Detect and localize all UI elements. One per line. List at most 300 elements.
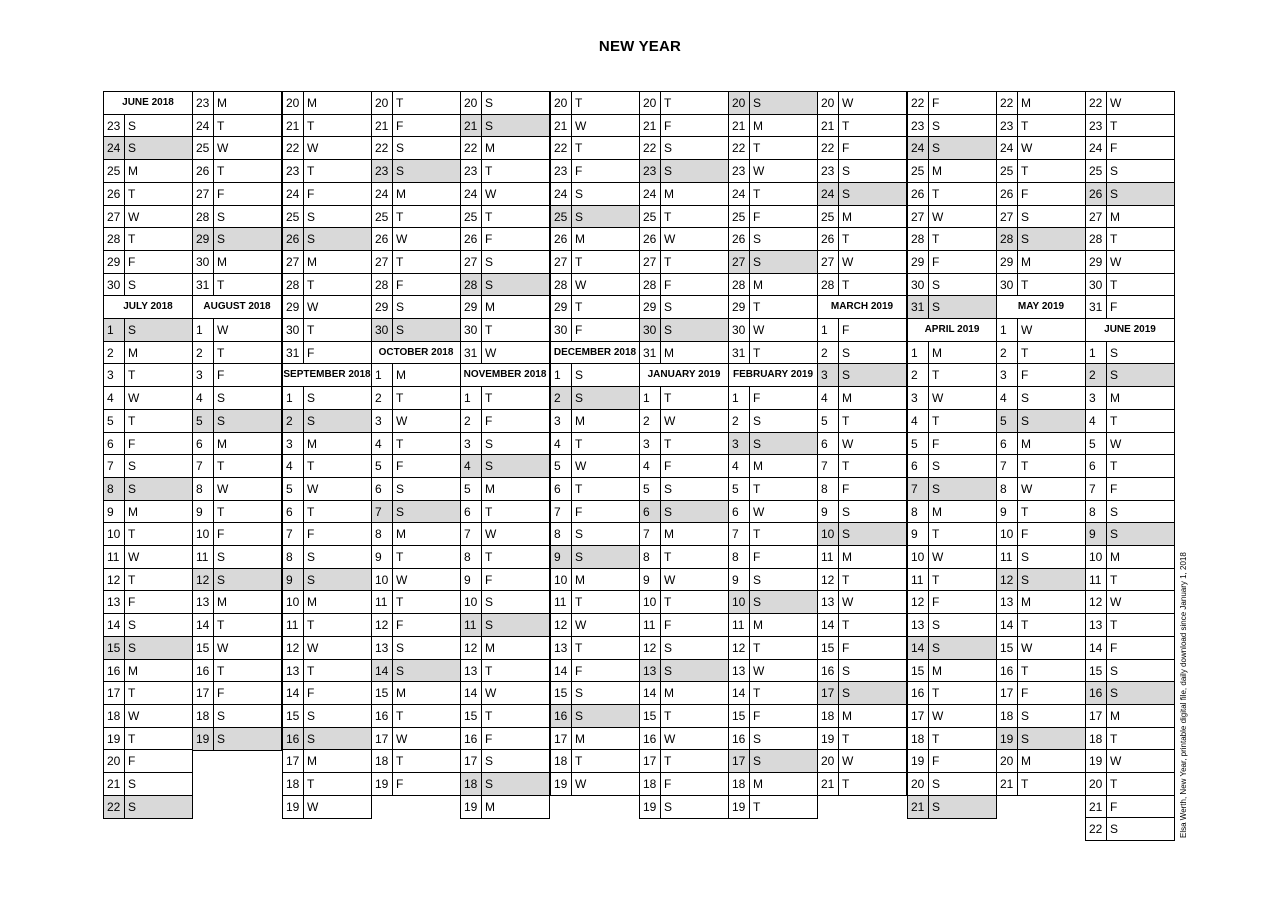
day-number: 25 xyxy=(104,160,125,182)
day-cell xyxy=(192,318,282,342)
weekday-letter: W xyxy=(1110,96,1122,110)
day-cell xyxy=(1085,159,1175,183)
day-cell xyxy=(550,205,640,229)
day-cell xyxy=(907,477,997,501)
weekday-letter: F xyxy=(664,278,672,292)
day-cell xyxy=(550,590,640,614)
weekday-letter: F xyxy=(1021,368,1029,382)
day-number: 2 xyxy=(104,342,125,364)
day-cell xyxy=(817,522,907,546)
day-cell xyxy=(996,500,1086,524)
day-cell xyxy=(192,477,282,501)
day-cell xyxy=(907,363,997,387)
day-number: 20 xyxy=(997,750,1018,772)
day-cell xyxy=(907,295,997,319)
weekday-letter: S xyxy=(128,323,137,337)
page-title: NEW YEAR xyxy=(598,38,682,55)
day-cell xyxy=(103,659,193,683)
day-cell xyxy=(907,590,997,614)
weekday-letter: F xyxy=(842,141,850,155)
weekday-letter: T xyxy=(485,664,493,678)
weekday-letter: M xyxy=(842,210,852,224)
day-number: 19 xyxy=(461,796,482,818)
day-cell xyxy=(550,318,640,342)
weekday-letter: T xyxy=(217,346,225,360)
day-cell xyxy=(728,568,818,592)
day-cell xyxy=(282,795,372,819)
day-number: 8 xyxy=(283,546,304,568)
day-number: 25 xyxy=(283,206,304,228)
weekday-letter: W xyxy=(128,391,140,405)
weekday-letter: T xyxy=(1021,777,1029,791)
day-cell xyxy=(460,273,550,297)
day-number: 16 xyxy=(104,660,125,682)
day-number: 23 xyxy=(640,160,661,182)
day-cell xyxy=(1085,136,1175,160)
day-number: 23 xyxy=(372,160,393,182)
weekday-letter: F xyxy=(485,414,493,428)
day-cell xyxy=(639,205,729,229)
day-cell xyxy=(817,341,907,365)
day-number: 11 xyxy=(104,546,125,568)
day-number: 3 xyxy=(818,364,839,386)
weekday-letter: M xyxy=(396,368,406,382)
day-number: 7 xyxy=(1086,478,1107,500)
weekday-letter: S xyxy=(217,573,226,587)
day-cell xyxy=(1085,590,1175,614)
weekday-letter: S xyxy=(753,573,762,587)
day-number: 4 xyxy=(372,433,393,455)
day-cell xyxy=(192,409,282,433)
day-number: 27 xyxy=(729,251,750,273)
day-cell xyxy=(728,613,818,637)
day-number: 12 xyxy=(640,637,661,659)
weekday-letter: W xyxy=(1021,641,1033,655)
day-cell xyxy=(192,205,282,229)
day-number: 13 xyxy=(372,637,393,659)
weekday-letter: T xyxy=(1110,618,1118,632)
day-number: 31 xyxy=(640,342,661,364)
weekday-letter: S xyxy=(307,709,316,723)
day-cell xyxy=(639,659,729,683)
day-cell xyxy=(728,114,818,138)
day-cell xyxy=(728,454,818,478)
day-number: 4 xyxy=(193,387,214,409)
weekday-letter: F xyxy=(575,323,583,337)
day-cell xyxy=(282,681,372,705)
day-cell xyxy=(728,250,818,274)
weekday-letter: M xyxy=(753,119,763,133)
day-cell xyxy=(728,205,818,229)
weekday-letter: S xyxy=(485,255,494,269)
day-number: 20 xyxy=(372,92,393,114)
weekday-letter: F xyxy=(753,550,761,564)
day-cell xyxy=(282,91,372,115)
day-cell xyxy=(907,409,997,433)
day-number: 19 xyxy=(372,773,393,795)
weekday-letter: T xyxy=(932,686,940,700)
day-number: 22 xyxy=(551,137,572,159)
day-number: 1 xyxy=(551,364,572,386)
day-cell xyxy=(282,318,372,342)
day-number: 28 xyxy=(1086,228,1107,250)
weekday-letter: T xyxy=(842,459,850,473)
day-number: 3 xyxy=(461,433,482,455)
weekday-letter: M xyxy=(664,187,674,201)
day-number: 26 xyxy=(193,160,214,182)
weekday-letter: F xyxy=(396,618,404,632)
weekday-letter: S xyxy=(664,164,673,178)
day-number: 20 xyxy=(283,92,304,114)
day-number: 29 xyxy=(908,251,929,273)
day-number: 1 xyxy=(818,319,839,341)
weekday-letter: S xyxy=(932,278,941,292)
day-number: 17 xyxy=(1086,705,1107,727)
weekday-letter: S xyxy=(217,414,226,428)
weekday-letter: T xyxy=(842,232,850,246)
day-number: 10 xyxy=(283,591,304,613)
day-number: 3 xyxy=(1086,387,1107,409)
weekday-letter: W xyxy=(1110,595,1122,609)
day-cell xyxy=(282,386,372,410)
day-number: 27 xyxy=(1086,206,1107,228)
day-cell xyxy=(460,386,550,410)
weekday-letter: M xyxy=(307,437,317,451)
month-header: APRIL 2019 xyxy=(907,318,997,342)
weekday-letter: T xyxy=(575,437,583,451)
day-number: 19 xyxy=(640,796,661,818)
day-number: 21 xyxy=(729,115,750,137)
month-header: DECEMBER 2018 xyxy=(550,341,640,365)
weekday-letter: F xyxy=(128,437,136,451)
weekday-letter: T xyxy=(575,641,583,655)
weekday-letter: F xyxy=(664,618,672,632)
day-cell xyxy=(817,500,907,524)
day-number: 11 xyxy=(1086,569,1107,591)
day-cell xyxy=(639,227,729,251)
day-number: 31 xyxy=(729,342,750,364)
day-number: 14 xyxy=(461,682,482,704)
day-number: 3 xyxy=(372,410,393,432)
weekday-letter: S xyxy=(485,595,494,609)
day-number: 22 xyxy=(1086,92,1107,114)
day-number: 9 xyxy=(997,501,1018,523)
weekday-letter: S xyxy=(753,96,762,110)
day-cell xyxy=(996,545,1086,569)
weekday-letter: W xyxy=(217,641,229,655)
weekday-letter: S xyxy=(485,618,494,632)
day-cell xyxy=(907,795,997,819)
weekday-letter: W xyxy=(307,641,319,655)
day-number: 27 xyxy=(283,251,304,273)
day-number: 12 xyxy=(104,569,125,591)
day-number: 14 xyxy=(104,614,125,636)
day-cell xyxy=(103,318,193,342)
day-cell xyxy=(282,454,372,478)
day-cell xyxy=(907,659,997,683)
day-number: 17 xyxy=(997,682,1018,704)
day-cell xyxy=(103,250,193,274)
weekday-letter: T xyxy=(396,709,404,723)
weekday-letter: W xyxy=(575,459,587,473)
weekday-letter: F xyxy=(1021,686,1029,700)
day-cell xyxy=(460,659,550,683)
day-number: 25 xyxy=(193,137,214,159)
day-number: 25 xyxy=(640,206,661,228)
day-number: 8 xyxy=(551,523,572,545)
day-number: 17 xyxy=(104,682,125,704)
weekday-letter: T xyxy=(396,255,404,269)
weekday-letter: S xyxy=(842,505,851,519)
weekday-letter: W xyxy=(932,709,944,723)
day-cell xyxy=(817,545,907,569)
weekday-letter: M xyxy=(664,686,674,700)
day-number: 10 xyxy=(372,569,393,591)
day-number: 7 xyxy=(193,455,214,477)
day-cell xyxy=(103,545,193,569)
weekday-letter: T xyxy=(307,664,315,678)
day-cell xyxy=(1085,363,1175,387)
day-cell xyxy=(728,227,818,251)
day-number: 20 xyxy=(1086,773,1107,795)
day-cell xyxy=(817,681,907,705)
weekday-letter: M xyxy=(128,346,138,360)
day-number: 6 xyxy=(640,501,661,523)
day-cell xyxy=(996,136,1086,160)
day-number: 27 xyxy=(818,251,839,273)
day-cell xyxy=(817,613,907,637)
day-number: 22 xyxy=(104,796,125,818)
day-number: 9 xyxy=(640,569,661,591)
day-number: 26 xyxy=(551,228,572,250)
day-number: 15 xyxy=(729,705,750,727)
day-cell xyxy=(550,227,640,251)
day-cell xyxy=(996,227,1086,251)
weekday-letter: W xyxy=(396,414,408,428)
day-number: 2 xyxy=(1086,364,1107,386)
month-header: JULY 2018 xyxy=(103,295,193,319)
weekday-letter: M xyxy=(1110,709,1120,723)
day-cell xyxy=(996,363,1086,387)
day-number: 16 xyxy=(997,660,1018,682)
weekday-letter: W xyxy=(1110,437,1122,451)
day-number: 29 xyxy=(1086,251,1107,273)
day-number: 17 xyxy=(372,728,393,750)
weekday-letter: S xyxy=(307,550,316,564)
month-header: SEPTEMBER 2018 xyxy=(282,363,372,387)
day-number: 31 xyxy=(283,342,304,364)
day-number: 15 xyxy=(193,637,214,659)
weekday-letter: S xyxy=(396,641,405,655)
weekday-letter: W xyxy=(664,414,676,428)
day-cell xyxy=(907,159,997,183)
day-number: 5 xyxy=(818,410,839,432)
weekday-letter: T xyxy=(1021,278,1029,292)
day-number: 2 xyxy=(193,342,214,364)
day-cell xyxy=(192,363,282,387)
weekday-letter: W xyxy=(128,210,140,224)
day-number: 24 xyxy=(461,183,482,205)
day-number: 2 xyxy=(551,387,572,409)
day-cell xyxy=(817,454,907,478)
day-number: 15 xyxy=(1086,660,1107,682)
weekday-letter: M xyxy=(128,664,138,678)
day-number: 30 xyxy=(729,319,750,341)
day-number: 20 xyxy=(461,92,482,114)
day-number: 27 xyxy=(908,206,929,228)
weekday-letter: T xyxy=(128,414,136,428)
day-number: 10 xyxy=(818,523,839,545)
day-number: 13 xyxy=(1086,614,1107,636)
weekday-letter: F xyxy=(217,686,225,700)
day-number: 14 xyxy=(551,660,572,682)
day-cell xyxy=(460,613,550,637)
day-cell xyxy=(1085,114,1175,138)
weekday-letter: S xyxy=(128,482,137,496)
day-number: 13 xyxy=(283,660,304,682)
day-cell xyxy=(103,749,193,773)
day-cell xyxy=(639,295,729,319)
day-number: 19 xyxy=(908,750,929,772)
day-number: 5 xyxy=(908,433,929,455)
day-cell xyxy=(996,409,1086,433)
day-number: 6 xyxy=(551,478,572,500)
day-cell xyxy=(371,545,461,569)
weekday-letter: M xyxy=(664,527,674,541)
day-cell xyxy=(728,386,818,410)
day-cell xyxy=(282,772,372,796)
day-number: 25 xyxy=(729,206,750,228)
weekday-letter: W xyxy=(1110,754,1122,768)
weekday-letter: T xyxy=(664,391,672,405)
weekday-letter: W xyxy=(128,709,140,723)
day-number: 5 xyxy=(283,478,304,500)
weekday-letter: T xyxy=(753,346,761,360)
day-cell xyxy=(103,772,193,796)
day-number: 26 xyxy=(372,228,393,250)
day-cell xyxy=(371,273,461,297)
day-number: 21 xyxy=(997,773,1018,795)
day-number: 7 xyxy=(283,523,304,545)
day-cell xyxy=(103,704,193,728)
weekday-letter: M xyxy=(485,141,495,155)
day-number: 17 xyxy=(818,682,839,704)
day-number: 11 xyxy=(997,546,1018,568)
weekday-letter: T xyxy=(307,618,315,632)
day-cell xyxy=(1085,568,1175,592)
day-number: 19 xyxy=(818,728,839,750)
day-number: 1 xyxy=(997,319,1018,341)
day-cell xyxy=(639,91,729,115)
day-cell xyxy=(282,545,372,569)
day-cell xyxy=(371,727,461,751)
weekday-letter: W xyxy=(307,141,319,155)
weekday-letter: F xyxy=(575,505,583,519)
day-number: 21 xyxy=(818,115,839,137)
weekday-letter: F xyxy=(307,527,315,541)
day-cell xyxy=(1085,182,1175,206)
day-cell xyxy=(103,227,193,251)
weekday-letter: S xyxy=(575,187,584,201)
day-number: 4 xyxy=(640,455,661,477)
day-cell xyxy=(550,500,640,524)
weekday-letter: F xyxy=(664,119,672,133)
day-number: 20 xyxy=(551,92,572,114)
weekday-letter: W xyxy=(396,232,408,246)
weekday-letter: F xyxy=(1110,800,1118,814)
day-cell xyxy=(371,114,461,138)
day-cell xyxy=(371,250,461,274)
weekday-letter: T xyxy=(753,800,761,814)
day-cell xyxy=(907,727,997,751)
day-number: 6 xyxy=(104,433,125,455)
weekday-letter: T xyxy=(217,459,225,473)
day-cell xyxy=(817,273,907,297)
day-cell xyxy=(907,386,997,410)
day-cell xyxy=(639,432,729,456)
day-number: 29 xyxy=(729,296,750,318)
day-number: 9 xyxy=(104,501,125,523)
weekday-letter: T xyxy=(753,300,761,314)
day-cell xyxy=(907,500,997,524)
weekday-letter: S xyxy=(307,232,316,246)
weekday-letter: T xyxy=(575,595,583,609)
weekday-letter: F xyxy=(307,346,315,360)
day-number: 17 xyxy=(283,750,304,772)
day-cell xyxy=(996,205,1086,229)
day-cell xyxy=(996,772,1086,796)
weekday-letter: F xyxy=(932,255,940,269)
day-number: 23 xyxy=(193,92,214,114)
day-number: 27 xyxy=(461,251,482,273)
day-number: 14 xyxy=(729,682,750,704)
day-cell xyxy=(192,341,282,365)
day-number: 23 xyxy=(997,115,1018,137)
weekday-letter: F xyxy=(842,482,850,496)
day-cell xyxy=(460,318,550,342)
day-number: 4 xyxy=(551,433,572,455)
day-number: 26 xyxy=(283,228,304,250)
month-header: AUGUST 2018 xyxy=(192,295,282,319)
day-cell xyxy=(192,454,282,478)
weekday-letter: M xyxy=(485,482,495,496)
weekday-letter: S xyxy=(664,300,673,314)
weekday-letter: T xyxy=(1110,414,1118,428)
weekday-letter: S xyxy=(1110,686,1119,700)
day-cell xyxy=(371,590,461,614)
weekday-letter: T xyxy=(932,414,940,428)
weekday-letter: T xyxy=(575,482,583,496)
day-cell xyxy=(639,386,729,410)
day-cell xyxy=(371,363,461,387)
day-cell xyxy=(192,250,282,274)
weekday-letter: T xyxy=(753,641,761,655)
day-cell xyxy=(460,727,550,751)
day-cell xyxy=(371,386,461,410)
weekday-letter: S xyxy=(396,505,405,519)
day-cell xyxy=(550,386,640,410)
day-cell xyxy=(550,182,640,206)
weekday-letter: S xyxy=(932,777,941,791)
day-cell xyxy=(103,681,193,705)
day-number: 11 xyxy=(461,614,482,636)
day-number: 22 xyxy=(1086,818,1107,840)
day-cell xyxy=(817,250,907,274)
weekday-letter: T xyxy=(307,777,315,791)
weekday-letter: M xyxy=(575,732,585,746)
day-number: 12 xyxy=(372,614,393,636)
day-number: 8 xyxy=(193,478,214,500)
